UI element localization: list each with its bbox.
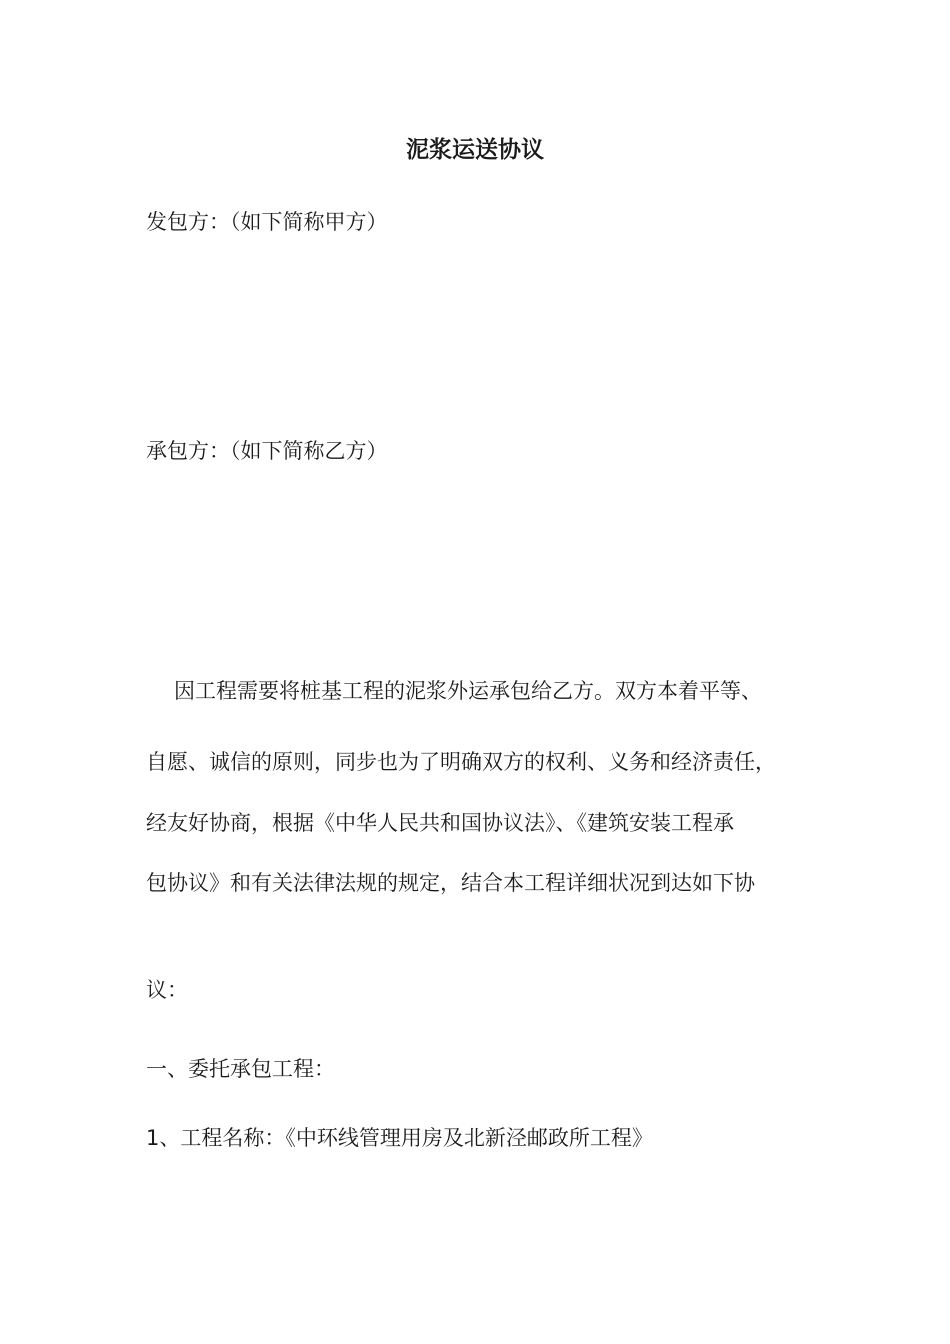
item-1-number: 1 [146,1126,160,1150]
party-a-line: 发包方：（如下简称甲方） [146,210,388,234]
section-1-heading: 一、委托承包工程： [146,1057,335,1081]
item-1-text: 、工程名称：《中环线管理用房及北新泾邮政所工程》 [159,1126,653,1150]
body-line-3: 经友好协商，根据《中华人民共和国协议法》、《建筑安装工程承 [146,811,734,835]
party-b-line: 承包方：（如下简称乙方） [146,439,388,463]
body-line-5: 议： [146,978,188,1002]
body-line-2: 自愿、诚信的原则，同步也为了明确双方的权利、义务和经济责任， [146,750,776,774]
body-line-1: 因工程需要将桩基工程的泥浆外运承包给乙方。双方本着平等、 [174,679,762,703]
document-title: 泥浆运送协议 [406,136,544,163]
item-1-line [146,1123,653,1153]
body-line-4: 包协议》和有关法律法规的规定，结合本工程详细状况到达如下协 [146,871,755,895]
